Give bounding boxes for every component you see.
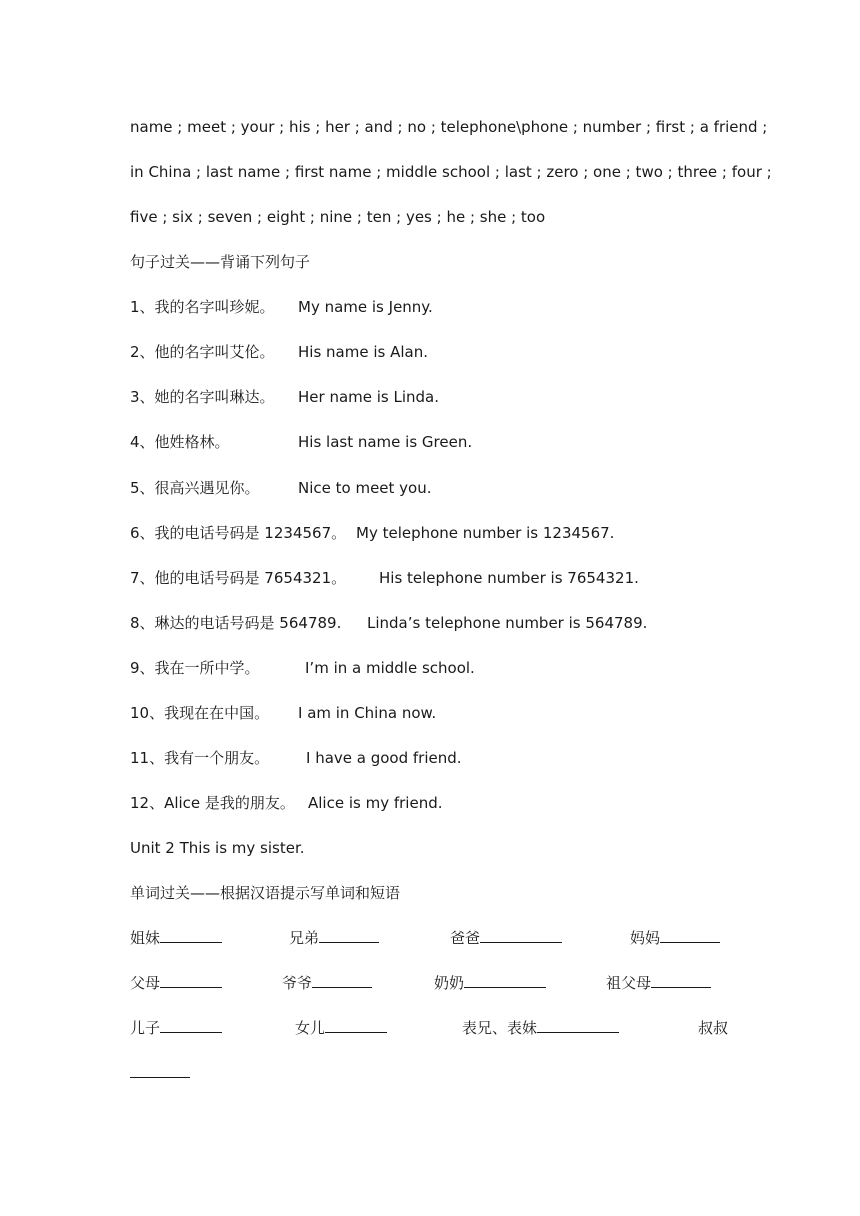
word-prompt: 兄弟	[289, 929, 320, 947]
sentence-cn: 3、她的名字叫琳达。	[130, 388, 275, 406]
word-item	[434, 973, 546, 993]
answer-blank[interactable]	[651, 973, 711, 988]
word-item	[462, 1018, 619, 1038]
answer-blank[interactable]	[480, 928, 562, 943]
sentence-cn: 6、我的电话号码是 1234567。	[130, 524, 347, 542]
sentence-cn: 7、他的电话号码是 7654321。	[130, 569, 347, 587]
vocab-line-3: five ; six ; seven ; eight ; nine ; ten ; yes ; he ; she ; too	[130, 208, 546, 226]
answer-blank[interactable]	[130, 1063, 190, 1078]
vocab-line-1: name ; meet ; your ; his ; her ; and ; no ; telephone\phone ; number ; first ; a friend ;	[130, 118, 768, 136]
word-prompt: 爸爸	[450, 929, 481, 947]
word-heading: 单词过关——根据汉语提示写单词和短语	[130, 884, 401, 902]
word-continuation	[130, 1063, 190, 1083]
sentence-cn: 1、我的名字叫珍妮。	[130, 298, 275, 316]
word-item	[289, 928, 379, 948]
sentence-en: Her name is Linda.	[298, 388, 440, 406]
sentence-cn: 10、我现在在中国。	[130, 704, 270, 722]
word-item	[606, 973, 711, 993]
word-item	[450, 928, 562, 948]
word-prompt: 表兄、表妹	[462, 1019, 538, 1037]
answer-blank[interactable]	[160, 928, 222, 943]
word-prompt: 女儿	[295, 1019, 326, 1037]
sentence-cn: 2、他的名字叫艾伦。	[130, 343, 275, 361]
sentence-en: I have a good friend.	[306, 749, 462, 767]
sentence-cn: 11、我有一个朋友。	[130, 749, 270, 767]
sentence-en: I’m in a middle school.	[305, 659, 475, 677]
unit-title: Unit 2 This is my sister.	[130, 839, 305, 857]
answer-blank[interactable]	[160, 973, 222, 988]
word-item	[630, 928, 720, 948]
word-item	[130, 928, 222, 948]
word-prompt: 奶奶	[434, 974, 465, 992]
answer-blank[interactable]	[160, 1018, 222, 1033]
word-prompt: 儿子	[130, 1019, 161, 1037]
sentence-en: His name is Alan.	[298, 343, 428, 361]
word-prompt: 叔叔	[698, 1019, 729, 1037]
sentence-en: Linda’s telephone number is 564789.	[367, 614, 648, 632]
word-prompt: 妈妈	[630, 929, 661, 947]
sentence-en: Nice to meet you.	[298, 479, 432, 497]
sentence-heading: 句子过关——背诵下列句子	[130, 253, 311, 271]
sentence-cn: 8、琳达的电话号码是 564789.	[130, 614, 342, 632]
word-prompt: 姐妹	[130, 929, 161, 947]
sentence-cn: 4、他姓格林。	[130, 433, 230, 451]
word-item	[282, 973, 372, 993]
sentence-cn: 9、我在一所中学。	[130, 659, 260, 677]
sentence-cn: 12、Alice 是我的朋友。	[130, 794, 295, 812]
sentence-cn: 5、很高兴遇见你。	[130, 479, 260, 497]
vocab-line-2: in China ; last name ; first name ; middle school ; last ; zero ; one ; two ; three ; four ;	[130, 163, 772, 181]
sentence-en: His telephone number is 7654321.	[379, 569, 639, 587]
word-prompt: 爷爷	[282, 974, 313, 992]
sentence-en: Alice is my friend.	[308, 794, 443, 812]
word-item	[130, 1018, 222, 1038]
word-prompt: 祖父母	[606, 974, 652, 992]
answer-blank[interactable]	[464, 973, 546, 988]
sentence-en: My name is Jenny.	[298, 298, 433, 316]
sentence-en: My telephone number is 1234567.	[356, 524, 615, 542]
sentence-en: His last name is Green.	[298, 433, 473, 451]
word-prompt: 父母	[130, 974, 161, 992]
word-item	[130, 973, 222, 993]
answer-blank[interactable]	[537, 1018, 619, 1033]
answer-blank[interactable]	[325, 1018, 387, 1033]
answer-blank[interactable]	[660, 928, 720, 943]
sentence-en: I am in China now.	[298, 704, 437, 722]
word-item	[295, 1018, 387, 1038]
answer-blank[interactable]	[319, 928, 379, 943]
answer-blank[interactable]	[312, 973, 372, 988]
